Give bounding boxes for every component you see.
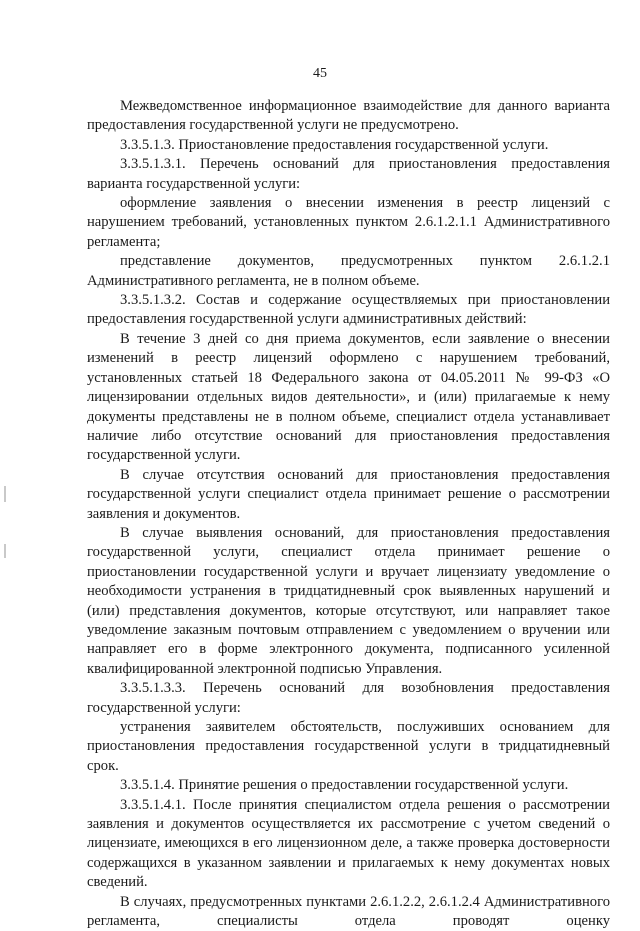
paragraph: 3.3.5.1.3.3. Перечень оснований для возобновления предоставления государственной услуги: [87, 680, 610, 716]
paragraph: В случаях, предусмотренных пунктами 2.6.1.2.2, 2.6.1.2.4 Административного регламента, специалисты отдела проводят оценку [87, 893, 610, 930]
list-item: оформление заявления о внесении изменения в реестр лицензий с нарушением требований, установленных пунктом 2.6.1.2.1.1 Административного регламента; [87, 195, 610, 250]
paragraph: 3.3.5.1.4.1. После принятия специалистом отдела решения о рассмотрении заявления и документов осуществляется их рассмотрение с учетом сведений о лицензиате, имеющихся в его лицензионном деле, а также проверка достоверности содержащихся в указанном заявлении и прилагаемых к нему документах новых сведений. [87, 796, 610, 891]
paragraph: В течение 3 дней со дня приема документов, если заявление о внесении изменений в реестр лицензий оформлено с нарушением требований, установленных статьей 18 Федерального закона от 04.05.2011 № 99-ФЗ «О лицензировании отдельных видов деятельности», и (или) прилагаемые к нему документы представлены не в полном объеме, специалист отдела устанавливает наличие либо отсутствие оснований для приостановления предоставления государственной услуги. [87, 330, 610, 464]
paragraph: 3.3.5.1.3.1. Перечень оснований для приостановления предоставления варианта государственной услуги: [87, 156, 610, 192]
paragraph: В случае отсутствия оснований для приостановления предоставления государственной услуги специалист отдела принимает решение о рассмотрении заявления и документов. [87, 466, 610, 522]
list-item: представление документов, предусмотренных пунктом 2.6.1.2.1 Административного регламента, не в полном объеме. [87, 253, 610, 289]
document-body [87, 97, 610, 931]
section-heading: 3.3.5.1.3. Приостановление предоставления государственной услуги. [120, 136, 549, 153]
paragraph: Межведомственное информационное взаимодействие для данного варианта предоставления государственной услуги не предусмотрено. [87, 98, 610, 134]
page-number: 45 [313, 66, 327, 81]
paragraph: 3.3.5.1.3.2. Состав и содержание осуществляемых при приостановлении предоставления государственной услуги административных действий: [87, 292, 610, 328]
paragraph: В случае выявления оснований, для приостановления предоставления государственной услуги, специалист отдела принимает решение о приостановлении государственной услуги и вручает лицензиату уведомление о необходимости устранения в тридцатидневный срок выявленных нарушений и (или) представления документов, которые отсутствуют, или направляет такое уведомление заказным почтовым отправлением с уведомлением о вручении или направляет его в форме электронного документа, подписанного усиленной квалифицированной электронной подписью Управления. [87, 524, 610, 677]
scan-margin-mark [4, 544, 6, 558]
section-heading: 3.3.5.1.4. Принятие решения о предоставлении государственной услуги. [120, 777, 569, 794]
scan-margin-mark [4, 486, 6, 502]
list-item: устранения заявителем обстоятельств, послуживших основанием для приостановления предоставления государственной услуги в тридцатидневный срок. [87, 719, 610, 774]
